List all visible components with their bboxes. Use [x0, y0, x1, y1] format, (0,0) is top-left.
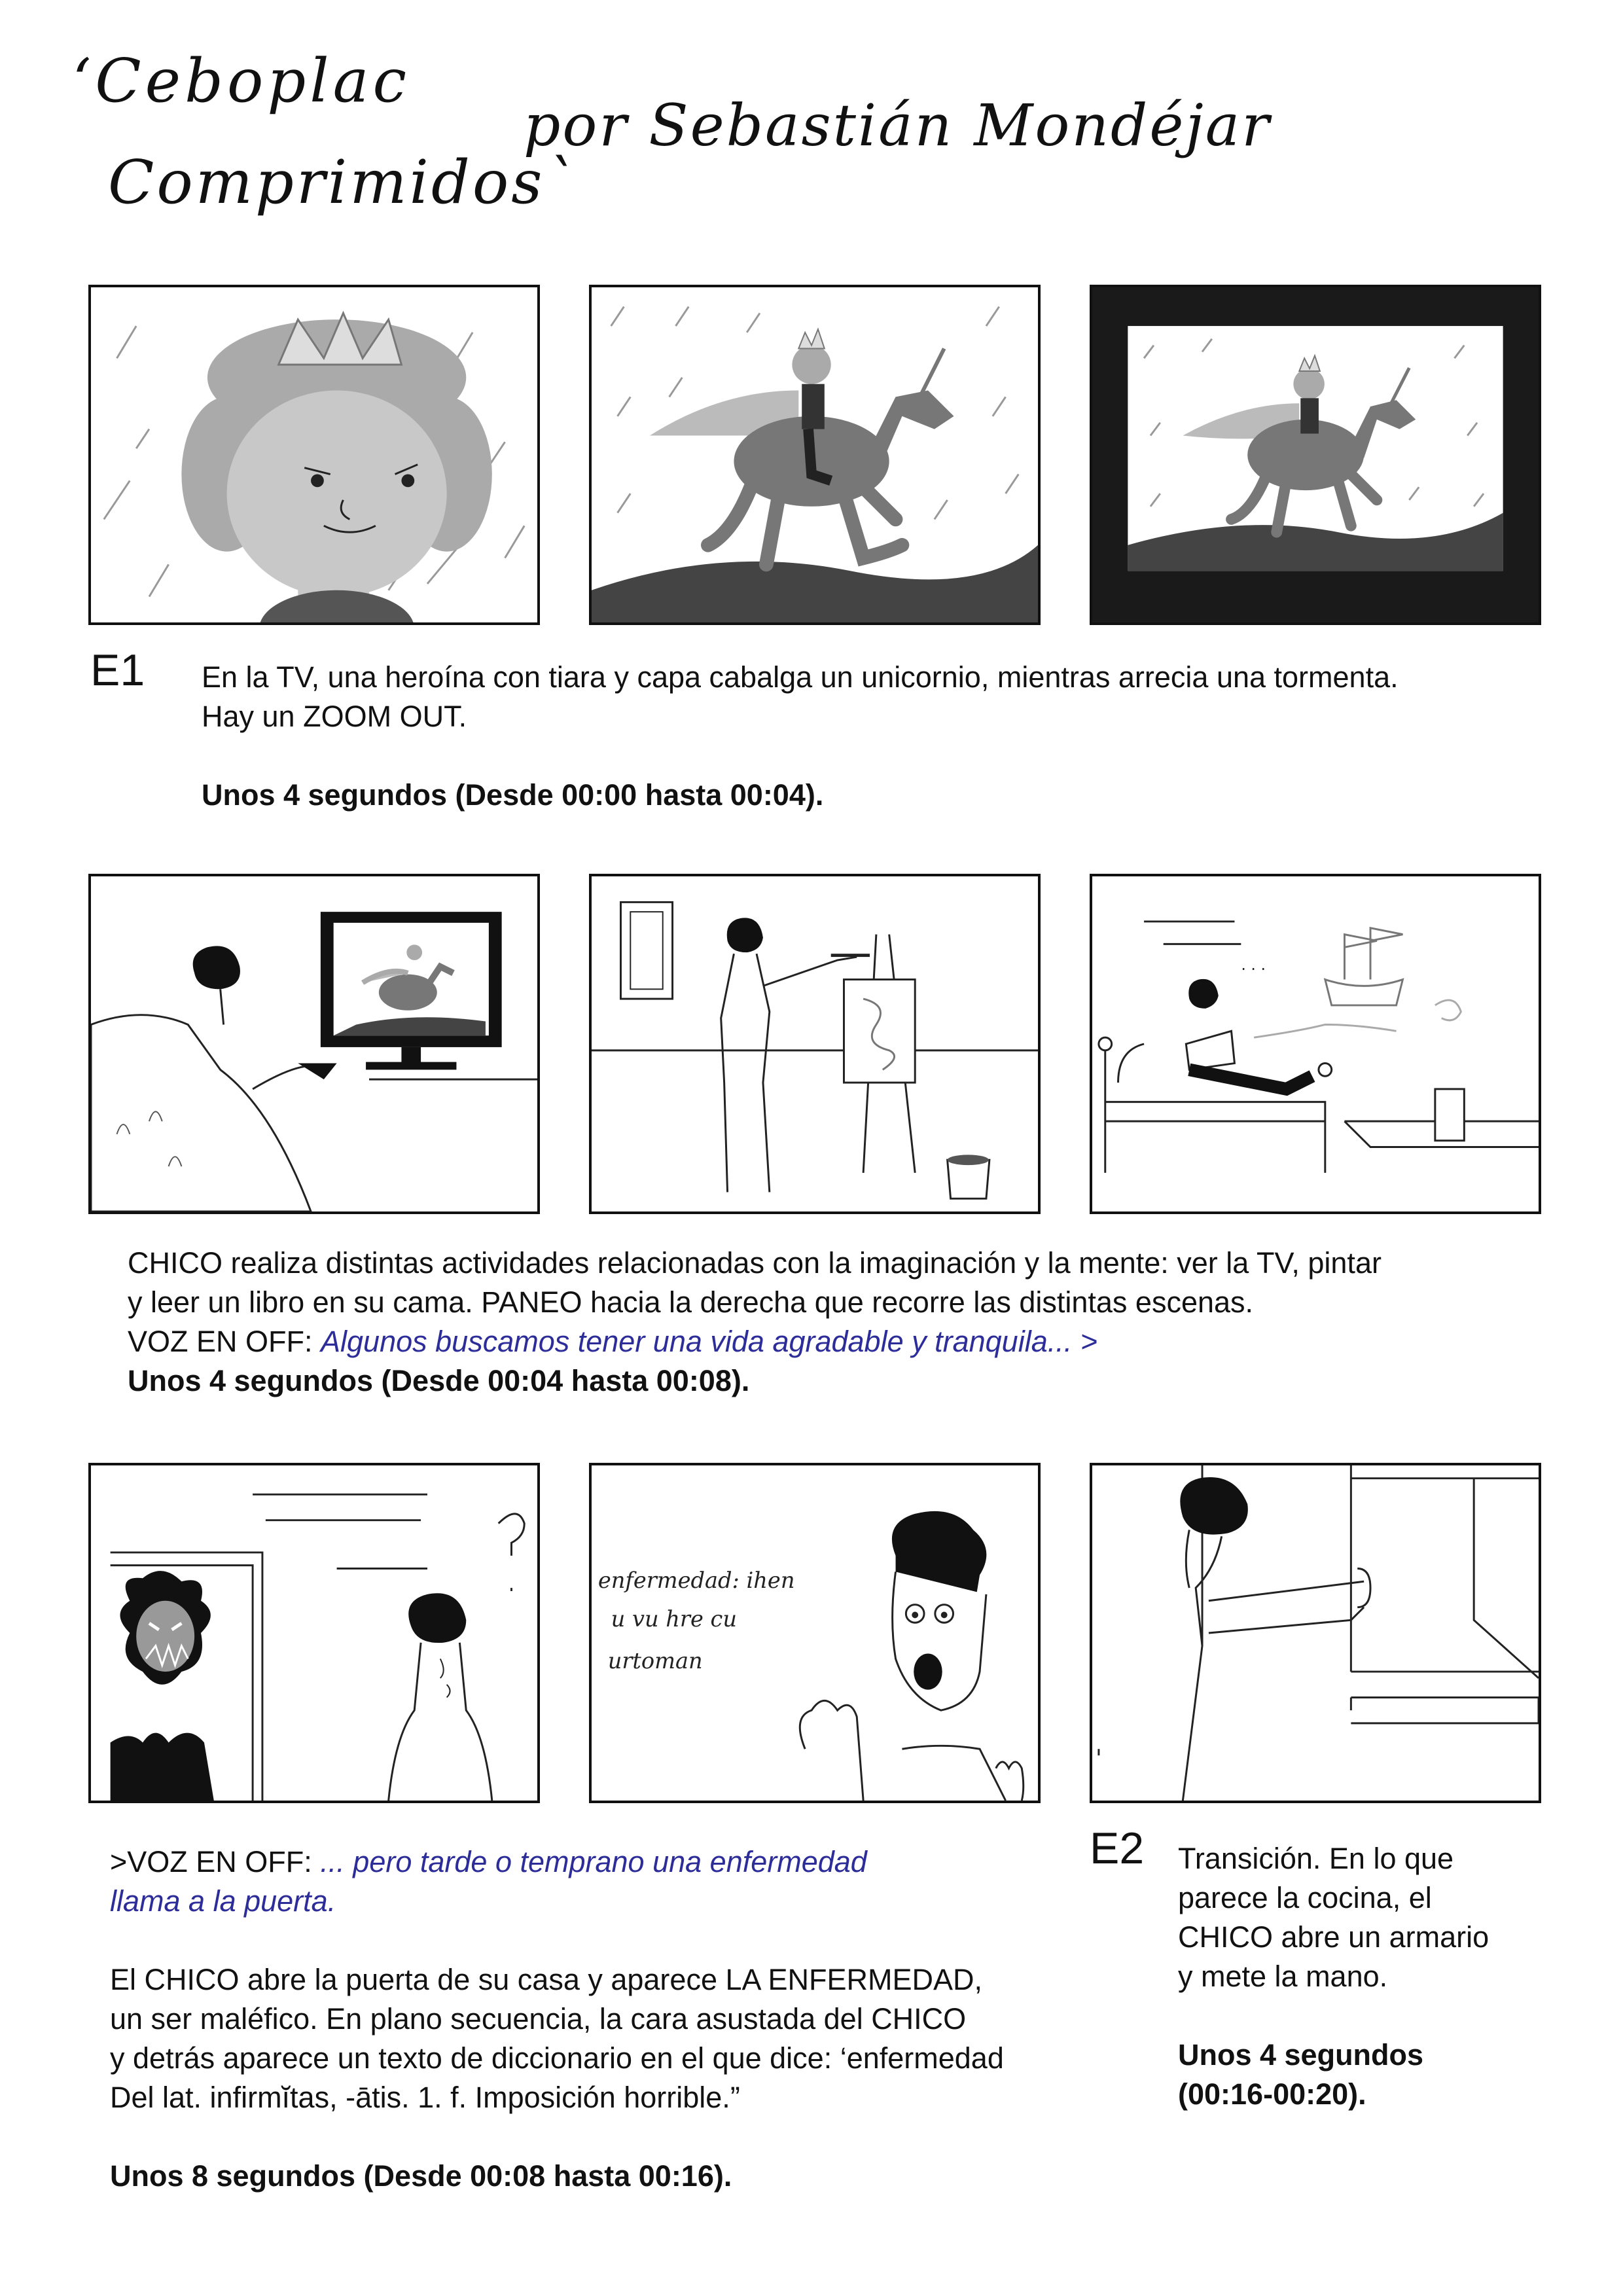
voice-over-label: VOZ EN OFF — [128, 1325, 304, 1358]
scene1b-description — [128, 1244, 1554, 1401]
panel-boy-opening-cupboard — [1090, 1463, 1541, 1803]
voice-over-text-2a: ... pero tarde o temprano una enfermedad — [320, 1845, 867, 1878]
voice-over-colon-2: : — [304, 1845, 321, 1878]
scene1-line2: Hay un ZOOM OUT. — [202, 700, 467, 733]
panel-boy-reading-in-bed — [1090, 874, 1541, 1214]
scene2-line3: CHICO abre un armario — [1178, 1920, 1489, 1954]
dictionary-scribble-3: urtoman — [607, 1648, 703, 1674]
scene1c-description — [110, 1842, 1124, 2196]
scene1c-line4: Del lat. infirmĭtas, -ātis. 1. f. Imposición horrible.” — [110, 2081, 740, 2114]
panel-heroine-riding-unicorn — [589, 285, 1041, 625]
voice-over-text-2b: llama a la puerta. — [110, 1884, 336, 1918]
dictionary-scribble-1: enfermedad: ihen — [597, 1568, 795, 1594]
panel-heroine-closeup — [88, 285, 540, 625]
scene1c-duration: Unos 8 segundos (Desde 00:08 hasta 00:16). — [110, 2159, 732, 2193]
storyboard-title-line2: Comprimidos` — [108, 147, 578, 217]
dictionary-scribble-2: u vu hre cu — [611, 1606, 737, 1632]
panel-tv-zoom-out — [1090, 285, 1541, 625]
scene1b-line2: y leer un libro en su cama. PANEO hacia la derecha que recorre las distintas escenas. — [128, 1285, 1254, 1319]
panel-illness-at-door — [88, 1463, 540, 1803]
scene2-line2: parece la cocina, el — [1178, 1881, 1432, 1914]
scene-label-e1: E1 — [90, 645, 145, 695]
scene1b-duration: Unos 4 segundos (Desde 00:04 hasta 00:08). — [128, 1364, 750, 1397]
scene2-description — [1178, 1839, 1571, 2114]
scene2-duration-line1: Unos 4 segundos — [1178, 2038, 1424, 2072]
panel-scared-boy-dictionary — [589, 1463, 1041, 1803]
scene2-line1: Transición. En lo que — [1178, 1842, 1454, 1875]
scene1-description — [202, 658, 1563, 815]
voice-over-colon: : — [304, 1325, 321, 1358]
voice-over-text: Algunos buscamos tener una vida agradable y tranquila... > — [321, 1325, 1098, 1358]
scene1-duration: Unos 4 segundos (Desde 00:00 hasta 00:04). — [202, 778, 824, 812]
scene1c-line2: un ser maléfico. En plano secuencia, la cara asustada del CHICO — [110, 2002, 967, 2036]
scene-label-e2: E2 — [1090, 1823, 1145, 1873]
scene2-duration-line2: (00:16-00:20). — [1178, 2077, 1366, 2111]
scene1b-voice-line — [128, 1322, 1554, 1361]
svg-text:. . .: . . . — [1241, 955, 1266, 974]
scene1c-voice-line1 — [110, 1842, 1124, 1882]
panel-boy-painting — [589, 874, 1041, 1214]
scene2-line4: y mete la mano. — [1178, 1960, 1388, 1993]
scene1c-line1: El CHICO abre la puerta de su casa y aparece LA ENFERMEDAD, — [110, 1963, 983, 1996]
scene1c-line3: y detrás aparece un texto de diccionario en el que dice: ‘enfermedad — [110, 2041, 1004, 2075]
storyboard-byline: por Sebastián Mondéjar — [524, 92, 1272, 159]
storyboard-title-line1: ‘Ceboplac — [72, 46, 411, 116]
voice-over-label-2: >VOZ EN OFF — [110, 1845, 304, 1878]
scene1b-line1: CHICO realiza distintas actividades relacionadas con la imaginación y la mente: ver la TV, pintar — [128, 1246, 1382, 1280]
panel-boy-watching-tv — [88, 874, 540, 1214]
scene1-line1: En la TV, una heroína con tiara y capa cabalga un unicornio, mientras arrecia una tormenta. — [202, 660, 1399, 694]
